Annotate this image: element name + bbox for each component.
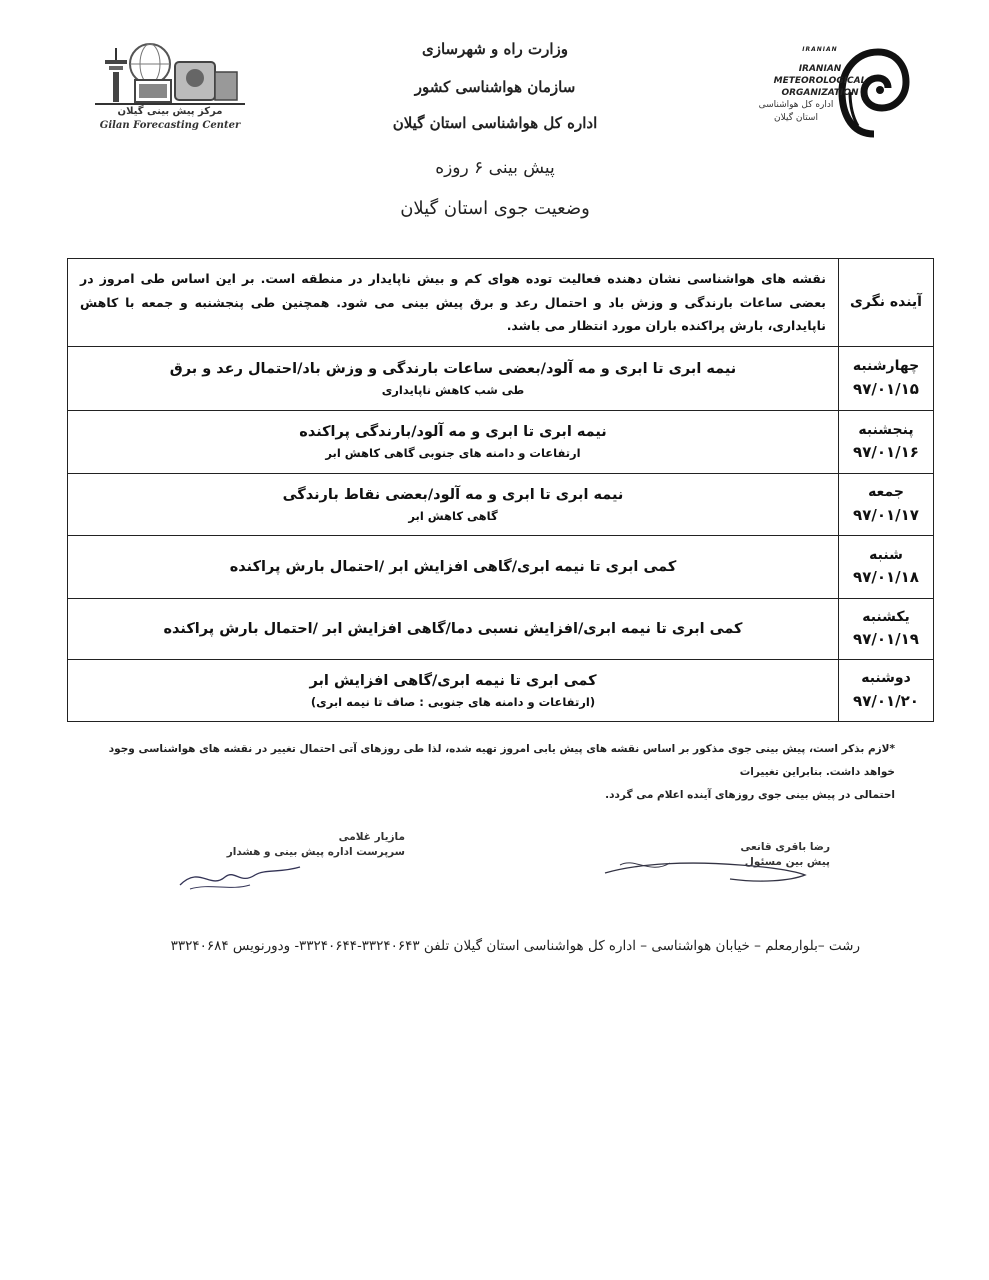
forecast-main: نیمه ابری تا ابری و مه آلود/بعضی ساعات بارندگی و وزش باد/احتمال رعد و برق <box>169 360 737 377</box>
outlook-label: آینده نگری <box>850 293 922 310</box>
forecast-sub: (ارتفاعات و دامنه های جنوبی : صاف تا نیمه ابری) <box>310 694 596 709</box>
logo-name-en: Gilan Forecasting Center <box>99 120 241 131</box>
outlook-label-cell <box>839 259 934 347</box>
signature-right-scribble-icon <box>600 845 810 890</box>
table-row <box>68 411 934 474</box>
day-cell <box>839 660 934 722</box>
day-cell <box>839 411 934 474</box>
forecast-main: کمی ابری تا نیمه ابری/افزایش نسبی دما/گاهی افزایش ابر /احتمال بارش پراکنده <box>163 621 743 637</box>
note-line-2: احتمالی در پیش بینی جوی روزهای آینده اعلام می گردد. <box>605 789 895 802</box>
forecast-main: کمی ابری تا نیمه ابری/گاهی افزایش ابر <box>309 672 597 689</box>
forecast-cell <box>68 474 839 536</box>
table-row <box>68 474 934 536</box>
logo-line-meteorological: METEOROLOGICAL <box>773 76 867 86</box>
forecast-table <box>67 258 934 722</box>
forecast-cell <box>68 347 839 411</box>
day-date: ۹۷/۰۱/۱۸ <box>853 568 919 587</box>
forecast-cell <box>68 536 839 599</box>
logo-top-text: IRANIAN <box>802 46 838 53</box>
table-row <box>68 660 934 722</box>
table-row-outlook <box>68 259 934 347</box>
forecast-sub: گاهی کاهش ابر <box>408 508 498 523</box>
logo-fa-line1: اداره کل هواشناسی <box>758 100 834 110</box>
day-date: ۹۷/۰۱/۱۵ <box>853 379 919 398</box>
footer-address: رشت –بلوارمعلم – خیابان هواشناسی – اداره کل هواشناسی استان گیلان تلفن ۳۳۲۴۰۶۴۳-۳۳۲۴۰۶۴۴- ودورنویس ۳۳۲۴۰۶۸۴ <box>170 938 860 954</box>
table-row <box>68 599 934 660</box>
day-name: یکشنبه <box>862 608 910 625</box>
logo-line-organization: ORGANIZATION <box>781 88 859 98</box>
forecast-main: نیمه ابری تا ابری و مه آلود/بعضی نقاط بارندگی <box>282 486 624 503</box>
page-subtitle: وضعیت جوی استان گیلان <box>400 198 590 219</box>
day-date: ۹۷/۰۱/۲۰ <box>853 691 919 710</box>
imo-logo <box>760 40 910 140</box>
ministry-name: وزارت راه و شهرسازی <box>421 40 569 58</box>
logo-fa-line2: استان گیلان <box>774 113 818 123</box>
day-date: ۹۷/۰۱/۱۶ <box>853 443 919 462</box>
note-line-1: *لازم بذکر است، پیش بینی جوی مذکور بر اساس نقشه های پیش یابی امروز تهیه شده، لذا طی روزهای آتی احتمال تغییر در نقشه های هواشناسی وجود خواهد داشت. بنابراین تغییرات <box>108 743 895 779</box>
day-date: ۹۷/۰۱/۱۹ <box>853 630 919 649</box>
disclaimer-note <box>95 738 895 807</box>
day-name: پنجشنبه <box>858 421 914 438</box>
day-date: ۹۷/۰۱/۱۷ <box>853 505 919 524</box>
signer-right-title: پیش بین مسئول <box>744 855 830 868</box>
signer-right-name: رضا باقری قانعی <box>740 841 830 853</box>
signature-left-scribble-icon <box>170 855 330 895</box>
table-row <box>68 536 934 599</box>
day-name: چهارشنبه <box>852 358 920 375</box>
table-row <box>68 347 934 411</box>
forecast-main: نیمه ابری تا ابری و مه آلود/بارندگی پراکنده <box>299 424 607 440</box>
outlook-text: نقشه های هواشناسی نشان دهنده فعالیت توده هوای کم و بیش ناپایدار در منطقه است. بر این اساس طی امروز در بعضی ساعات بارندگی و وزش باد و احتمال رعد و برق پیش بینی می شود. همچنین طی پنجشنبه و جمعه با کاهش ناپایداری، بارش پراکنده باران مورد انتظار می باشد. <box>68 259 839 347</box>
day-name: دوشنبه <box>861 670 911 687</box>
signer-left-title: سرپرست اداره پیش بینی و هشدار <box>226 845 405 858</box>
organization-name: سازمان هواشناسی کشور <box>414 78 576 96</box>
forecast-cell <box>68 411 839 474</box>
department-name: اداره کل هواشناسی استان گیلان <box>392 114 598 132</box>
forecast-center-emblem-icon <box>95 42 245 108</box>
day-cell <box>839 599 934 660</box>
forecast-cell <box>68 660 839 722</box>
logo-name-fa: مرکز پیش بینی گیلان <box>117 106 223 117</box>
gilan-forecasting-logo <box>95 42 245 138</box>
day-name: جمعه <box>868 484 904 501</box>
page-title: پیش بینی ۶ روزه <box>435 158 555 178</box>
logo-line-iranian: IRANIAN <box>798 64 842 74</box>
forecast-sub: طی شب کاهش ناپایداری <box>381 382 525 397</box>
day-name: شنبه <box>869 546 903 563</box>
signer-left-name: مازیار غلامی <box>338 831 405 843</box>
day-cell <box>839 536 934 599</box>
forecast-cell <box>68 599 839 660</box>
day-cell <box>839 347 934 411</box>
forecast-main: کمی ابری تا نیمه ابری/گاهی افزایش ابر /احتمال بارش پراکنده <box>229 559 677 575</box>
forecast-sub: ارتفاعات و دامنه های جنوبی گاهی کاهش ابر <box>325 446 581 460</box>
day-cell <box>839 474 934 536</box>
